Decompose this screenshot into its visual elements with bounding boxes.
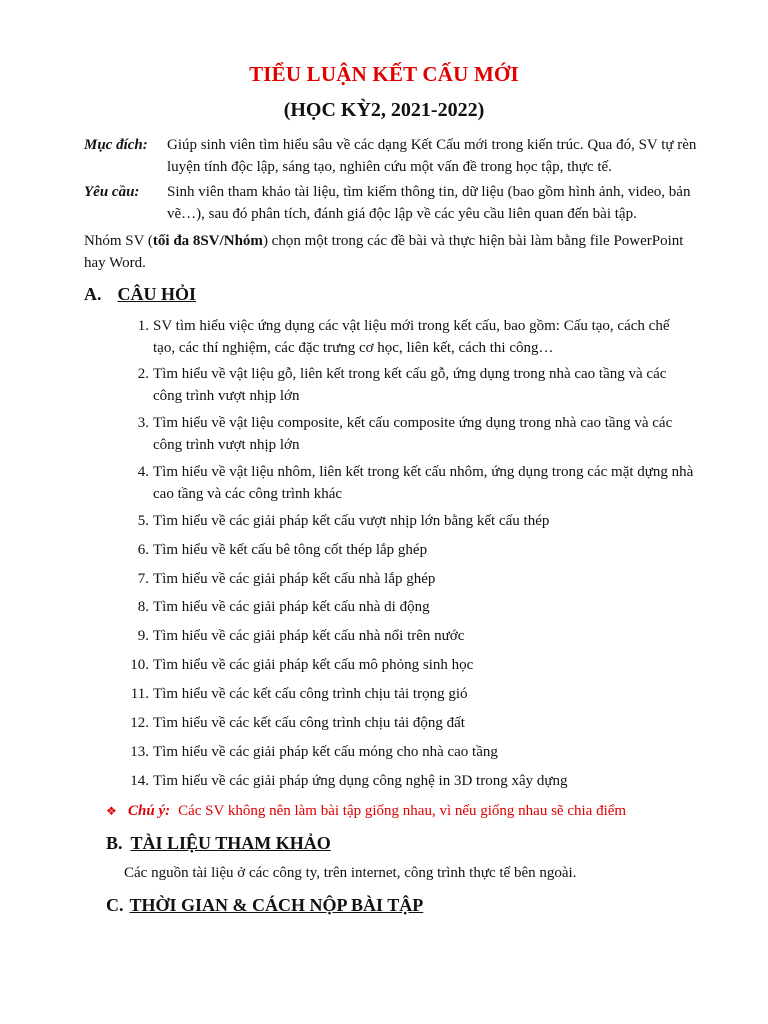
section-b-letter: B. [106,833,123,853]
section-c-title: THỜI GIAN & CÁCH NỘP BÀI TẬP [129,895,424,915]
purpose-label: Mục đích: [84,137,148,153]
section-c-heading [106,895,423,916]
purpose-line: Giúp sinh viên tìm hiểu sâu về các dạng Kết Cấu mới trong kiến trúc. Qua đó, SV tự rèn [167,137,697,153]
question-number: 4. [137,464,149,480]
section-a-heading [84,284,196,305]
purpose-text [167,134,727,178]
section-a-title: CÂU HỎI [117,284,197,304]
question-text: Tìm hiểu về các giải pháp kết cấu vượt nhịp lớn bằng kết cấu thép [153,513,550,529]
question-text [153,461,719,505]
question-text: Tìm hiểu về các kết cấu công trình chịu tải động đất [153,715,465,731]
question-number: 14. [130,773,149,789]
question-number: 10. [130,657,149,673]
group-note-line [84,230,724,252]
question-text: Tìm hiểu về các giải pháp kết cấu móng cho nhà cao tầng [153,744,498,760]
question-number: 1. [137,318,149,334]
diamond-bullet-icon: ❖ [106,804,117,818]
question-text: Tìm hiểu về các giải pháp ứng dụng công nghệ in 3D trong xây dựng [153,773,568,789]
note-label: Chú ý: [128,803,171,819]
question-line: tạo, các thí nghiệm, các đặc trưng cơ học, liên kết, cách thi công… [153,340,554,356]
question-text: Tìm hiểu về các giải pháp kết cấu nhà nổi trên nước [153,628,465,644]
section-a-letter: A. [84,284,102,304]
purpose-line: luyện tính độc lập, sáng tạo, nghiên cứu một vấn đề trong học tập, thực tế. [167,159,612,175]
question-text [153,315,719,359]
question-number: 11. [130,686,149,702]
question-number: 7. [137,571,149,587]
requirement-line: Sinh viên tham khảo tài liệu, tìm kiếm thông tin, dữ liệu (bao gồm hình ảnh, video, bản [167,184,691,200]
question-line: cao tầng và các công trình khác [153,486,343,502]
document-title: TIỂU LUẬN KẾT CẤU MỚI [249,62,519,86]
section-b-heading [106,833,331,854]
requirement-label: Yêu cầu: [84,184,140,200]
group-note-after: ) chọn một trong các đề bài và thực hiện bài làm bằng file PowerPoint [262,233,684,249]
section-c-letter: C. [106,895,124,915]
question-number: 8. [137,599,149,615]
question-number: 2. [137,366,149,382]
question-text: Tìm hiểu về kết cấu bê tông cốt thép lắp ghép [153,542,428,558]
question-number: 9. [137,628,149,644]
question-text: Tìm hiểu về các giải pháp kết cấu nhà di động [153,599,430,615]
section-b-title: TÀI LIỆU THAM KHẢO [130,833,331,853]
question-number: 12. [130,715,149,731]
group-note-bold: tối đa 8SV/Nhóm [152,233,263,249]
warning-note [106,800,626,822]
question-number: 6. [137,542,149,558]
requirement-line: vẽ…), sau đó phân tích, đánh giá độc lập về các yêu cầu liên quan đến bài tập. [167,206,637,222]
question-line: công trình vượt nhịp lớn [153,437,300,453]
question-text [153,412,719,456]
question-line: công trình vượt nhịp lớn [153,388,300,404]
question-line: SV tìm hiểu việc ứng dụng các vật liệu mới trong kết cấu, bao gồm: Cấu tạo, cách chế [153,318,670,334]
question-line: Tìm hiểu về vật liệu composite, kết cấu composite ứng dụng trong nhà cao tầng và các [153,415,673,431]
group-note-before: Nhóm SV ( [84,233,153,249]
question-line: Tìm hiểu về vật liệu nhôm, liên kết trong kết cấu nhôm, ứng dụng trong các mặt dựng nhà [153,464,694,480]
question-text: Tìm hiểu về các kết cấu công trình chịu tải trọng gió [153,686,468,702]
question-text: Tìm hiểu về các giải pháp kết cấu nhà lắp ghép [153,571,436,587]
question-number: 5. [137,513,149,529]
group-note [84,230,724,274]
question-number: 3. [137,415,149,431]
group-note-line2: hay Word. [84,255,146,271]
question-number: 13. [130,744,149,760]
references-text: Các nguồn tài liệu ở các công ty, trên internet, công trình thực tế bên ngoài. [124,865,577,881]
question-text [153,363,719,407]
document-subtitle: (HỌC KỲ2, 2021-2022) [283,99,485,121]
question-line: Tìm hiểu về vật liệu gỗ, liên kết trong kết cấu gỗ, ứng dụng trong nhà cao tầng và các [153,366,667,382]
requirement-text [167,181,727,225]
question-text: Tìm hiểu về các giải pháp kết cấu mô phỏng sinh học [153,657,474,673]
note-text: Các SV không nên làm bài tập giống nhau, vì nếu giống nhau sẽ chia điểm [178,803,627,819]
